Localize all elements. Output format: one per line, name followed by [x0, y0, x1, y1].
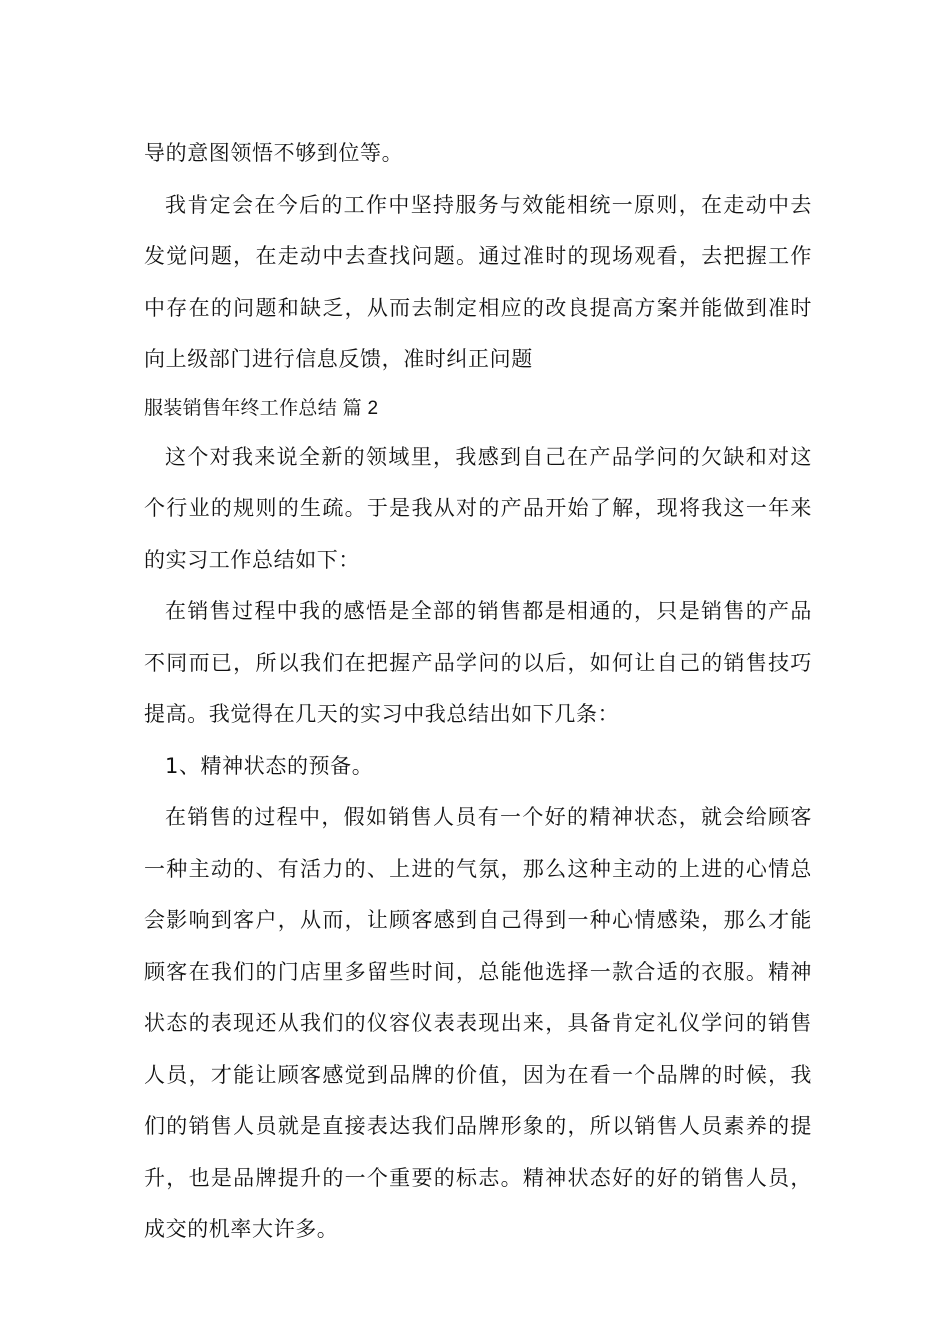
section-heading: 服装销售年终工作总结 篇 2: [144, 397, 379, 419]
paragraph-sales-insight: 在销售过程中我的感悟是全部的销售都是相通的，只是销售的产品不同而已，所以我们在把握产品学问的以后，如何让自己的销售技巧提高。我觉得在几天的实习中我总结出如下几条：: [144, 599, 812, 726]
paragraph-continuation: 导的意图领悟不够到位等。: [144, 141, 404, 165]
list-item-heading: 1、精神状态的预备。: [165, 753, 374, 778]
paragraph-mental-state: 在销售的过程中，假如销售人员有一个好的精神状态，就会给顾客一种主动的、有活力的、上进的气氛，那么这种主动的上进的心情总会影响到客户，从而，让顾客感到自己得到一种心情感染，那么才能顾客在我们的门店里多留些时间，总能他选择一款合适的衣服。精神状态的表现还从我们的仪容仪表表现出来，具备肯定礼仪学问的销售人员，才能让顾客感觉到品牌的价值，因为在看一个品牌的时候，我们的销售人员就是直接表达我们品牌形象的，所以销售人员素养的提升，也是品牌提升的一个重要的标志。精神状态好的好的销售人员，成交的机率大许多。: [144, 805, 812, 1241]
document-body: [144, 128, 812, 1256]
paragraph-intro: 这个对我来说全新的领域里，我感到自己在产品学问的欠缺和对这个行业的规则的生疏。于是我从对的产品开始了解，现将我这一年来的实习工作总结如下：: [144, 444, 812, 572]
paragraph-commitment: 我肯定会在今后的工作中坚持服务与效能相统一原则，在走动中去发觉问题，在走动中去查找问题。通过准时的现场观看，去把握工作中存在的问题和缺乏，从而去制定相应的改良提高方案并能做到准时向上级部门进行信息反馈，准时纠正问题: [144, 192, 812, 371]
